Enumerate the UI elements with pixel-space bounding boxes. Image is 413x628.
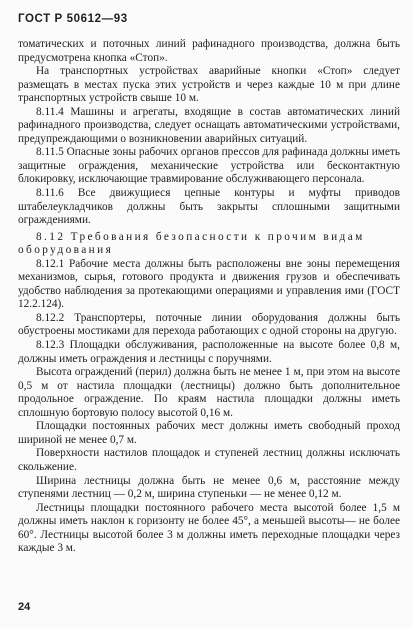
paragraph-8-12-1: 8.12.1 Рабочие места должны быть расположены вне зоны перемещения механизмов, сырья, готового продукта и движения грузов и обеспечивать удобство наблюдения за протекающими операциями и управления ими (ГОСТ 12.2.124). xyxy=(18,257,400,311)
paragraph-ladder-slope: Лестницы площадки постоянного рабочего места высотой более 1,5 м должны иметь наклон к горизонту не более 45°, а меньшей высоты— не более 60°. Лестницы высотой более 3 м должны иметь переходные площадки через каждые 3 м. xyxy=(18,501,400,555)
paragraph-ladder-width: Ширина лестницы должна быть не менее 0,6 м, расстояние между ступенями лестниц — 0,2 м, ширина ступеньки — не менее 0,12 м. xyxy=(18,474,400,501)
document-body xyxy=(18,38,400,556)
paragraph-8-11-6: 8.11.6 Все движущиеся цепные контуры и муфты приводов штабелеукладчиков должны быть закрыты сплошными защитными ограждениями. xyxy=(18,187,400,227)
paragraph-8-12-2: 8.12.2 Транспортеры, поточные линии оборудования должны быть обустроены мостиками для перехода работающих с одной стороны на другую. xyxy=(18,311,400,338)
paragraph-continuation: томатических и поточных линий рафинадного производства, должна быть предусмотрена кнопка «Стоп». xyxy=(18,38,400,64)
paragraph-non-slip: Поверхности настилов площадок и ступеней лестниц должны исключать скольжение. xyxy=(18,447,400,473)
section-heading-8-12: 8.12 Требования безопасности к прочим видам оборудования xyxy=(18,230,365,257)
paragraph-8-12-3: 8.12.3 Площадки обслуживания, расположенные на высоте более 0,8 м, должны иметь ограждения и лестницы с поручнями. xyxy=(18,339,400,365)
page-number: 24 xyxy=(18,601,31,613)
paragraph-stop-buttons: На транспортных устройствах аварийные кнопки «Стоп» следует размещать в местах пуска этих устройств и через каждые 10 м при длине транспортных устройств свыше 10 м. xyxy=(18,65,400,105)
document-header: ГОСТ Р 50612—93 xyxy=(18,13,128,25)
paragraph-8-11-4: 8.11.4 Машины и агрегаты, входящие в состав автоматических линий рафинадного производства, следует оснащать автоматическими устройствами, предупреждающими о возникновении аварийных ситуаций. xyxy=(18,105,400,145)
paragraph-railing-height: Высота ограждений (перил) должна быть не менее 1 м, при этом на высоте 0,5 м от настила площадки (лестницы) должно быть дополнительное продольное ограждение. По краям настила площадки должны иметь сплошную бортовую полосу высотой 0,16 м. xyxy=(18,366,400,419)
paragraph-8-11-5: 8.11.5 Опасные зоны рабочих органов прессов для рафинада должны иметь защитные ограждения, механические устройства или бесконтактную блокировку, исключающие травмирование обслуживающего персонала. xyxy=(18,146,400,186)
paragraph-passage-width: Площадки постоянных рабочих мест должны иметь свободный проход шириной не менее 0,7 м. xyxy=(18,420,400,446)
